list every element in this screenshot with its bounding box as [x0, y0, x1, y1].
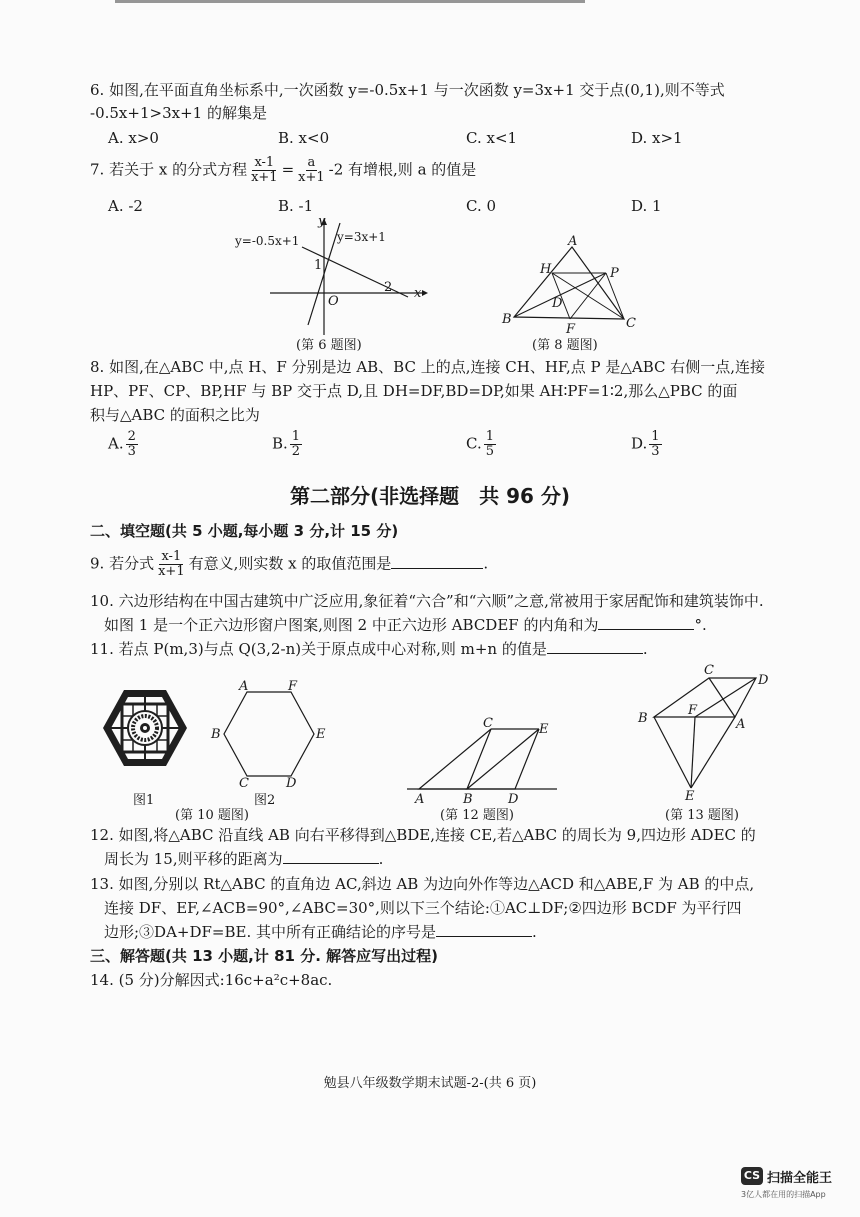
figure-6-graph [230, 215, 430, 345]
fig6-caption: (第 6 题图) [296, 338, 362, 353]
q7-fraction-left: $\frac{x-1}{x+1}$ [251, 155, 278, 185]
fig6-origin-label: O [328, 294, 339, 309]
q6-option-a: A. x>0 [108, 129, 159, 147]
fig10-label-a: A [239, 679, 249, 694]
fig8-point-f: F [566, 322, 576, 337]
camscanner-logo-icon: CS [741, 1167, 763, 1185]
q6-line2: -0.5x+1>3x+1 的解集是 [90, 104, 267, 122]
fig13-label-d: D [758, 673, 769, 688]
fig13-label-b: B [638, 711, 648, 726]
fig13-label-e: E [685, 789, 695, 804]
fig8-point-a: A [568, 234, 578, 249]
fig10-label-c: C [239, 776, 249, 791]
fig10-label-b: B [211, 727, 221, 742]
section-answer-heading: 三、解答题(共 13 小题,计 81 分. 解答应写出过程) [90, 947, 438, 965]
fig10-caption: (第 10 题图) [175, 808, 249, 823]
camscanner-name: 扫描全能王 [767, 1171, 833, 1186]
fig6-label-line1: y=-0.5x+1 [235, 234, 300, 248]
fig6-label-line2: y=3x+1 [337, 230, 386, 244]
fig13-segment-fe [691, 717, 695, 788]
camscanner-watermark [741, 1167, 846, 1212]
q8-line1: 8. 如图,在△ABC 中,点 H、F 分别是边 AB、BC 上的点,连接 CH、HF,点 P 是△ABC 右侧一点,连接 [90, 358, 766, 376]
segment-pf [570, 273, 606, 319]
fig13-segment-fd [695, 678, 756, 717]
fig13-caption: (第 13 题图) [665, 808, 739, 823]
fig10-window-pattern [103, 690, 187, 766]
figure-12 [405, 715, 565, 807]
fig10-hexagon-abcdef [224, 692, 314, 776]
part2-title: 第二部分(非选择题 共 96 分) [289, 484, 571, 508]
q7-prefix: 7. 若关于 x 的分式方程 [90, 160, 248, 179]
fig6-tick-1: 1 [314, 258, 323, 273]
q14-line: 14. (5 分)分解因式:16c+a²c+8ac. [90, 971, 333, 989]
q9-answer-blank[interactable] [391, 554, 483, 569]
q6-option-d: D. x>1 [631, 129, 683, 147]
q13-line3: 边形;③DA+DF=BE. 其中所有正确结论的序号是 . [104, 923, 537, 941]
figure-13 [630, 660, 780, 804]
fig13-label-c: C [704, 663, 714, 678]
figure-8-triangle [500, 235, 640, 335]
q13-line1: 13. 如图,分别以 Rt△ABC 的直角边 AC,斜边 AB 为边向外作等边△ACD 和△ABE,F 为 AB 的中点, [90, 875, 755, 893]
q7-equals: = [281, 160, 295, 179]
q7-suffix: -2 有增根,则 a 的值是 [328, 160, 477, 179]
q12-line1: 12. 如图,将△ABC 沿直线 AB 向右平移得到△BDE,连接 CE,若△ABC 的周长为 9,四边形 ADEC 的 [90, 826, 756, 844]
section-fill-in-heading: 二、填空题(共 5 小题,每小题 3 分,计 15 分) [90, 522, 399, 540]
q8-option-a: A. $\frac{2}{3}$ [108, 429, 136, 459]
page-footer: 勉县八年级数学期末试题-2-(共 6 页) [323, 1076, 537, 1091]
q11-line: 11. 若点 P(m,3)与点 Q(3,2-n)关于原点成中心对称,则 m+n 的值是 . [90, 640, 648, 658]
fig13-segment-be [654, 717, 691, 788]
q8-option-b: B. $\frac{1}{2}$ [272, 429, 301, 459]
q13-answer-blank[interactable] [436, 922, 532, 937]
q6-line1: 6. 如图,在平面直角坐标系中,一次函数 y=-0.5x+1 与一次函数 y=3x+1 交于点(0,1),则不等式 [90, 81, 725, 99]
q7-option-a: A. -2 [108, 197, 143, 215]
q6-option-c: C. x<1 [466, 129, 518, 147]
fig8-point-b: B [502, 312, 512, 327]
q8-option-d: D. $\frac{1}{3}$ [631, 429, 660, 459]
fig12-caption: (第 12 题图) [440, 808, 514, 823]
fig13-label-f: F [688, 703, 698, 718]
q10-line1: 10. 六边形结构在中国古建筑中广泛应用,象征着“六合”和“六顺”之意,常被用于家居配饰和建筑装饰中. [90, 592, 764, 610]
fig12-label-c: C [483, 716, 493, 731]
q11-answer-blank[interactable] [547, 639, 643, 654]
q8-line2: HP、PF、CP、BP,HF 与 BP 交于点 D,且 DH=DF,BD=DP,如果 AH∶PF=1∶2,那么△PBC 的面 [90, 382, 738, 400]
fig8-point-d: D [552, 296, 563, 311]
fig6-y-label: y [318, 214, 326, 229]
fig12-triangle-abc [419, 729, 491, 789]
q12-line2: 周长为 15,则平移的距离为 . [104, 850, 384, 868]
q6-option-b: B. x<0 [278, 129, 330, 147]
q7-fraction-right: $\frac{a}{x+1}$ [298, 155, 325, 185]
fig6-tick-2: 2 [384, 280, 393, 295]
x-axis-arrow [422, 290, 428, 296]
top-edge-line [115, 0, 585, 3]
fig12-label-b: B [463, 792, 473, 807]
q10-line2: 如图 1 是一个正六边形窗户图案,则图 2 中正六边形 ABCDEF 的内角和为 °. [104, 616, 707, 634]
fig10-label-e: E [316, 727, 326, 742]
q7-line [90, 156, 476, 185]
fig8-caption: (第 8 题图) [532, 338, 598, 353]
q13-line2: 连接 DF、EF,∠ACB=90°,∠ABC=30°,则以下三个结论:①AC⊥DF;②四边形 BCDF 为平行四 [104, 899, 742, 917]
q12-answer-blank[interactable] [283, 849, 379, 864]
fig10-label-fig2: 图2 [254, 793, 276, 808]
q9-fraction: $\frac{x-1}{x+1}$ [158, 549, 185, 579]
fig12-label-a: A [415, 792, 425, 807]
fig8-point-h: H [540, 262, 552, 277]
q7-option-d: D. 1 [631, 197, 662, 215]
fig10-label-f: F [288, 679, 298, 694]
fig13-segment-ae [691, 717, 735, 788]
fig12-triangle-bde [467, 729, 539, 789]
fig12-label-e: E [539, 722, 549, 737]
fig12-label-d: D [508, 792, 519, 807]
fig10-label-fig1: 图1 [133, 793, 155, 808]
fig8-point-c: C [626, 316, 636, 331]
fig8-point-p: P [610, 266, 619, 281]
q10-answer-blank[interactable] [598, 615, 694, 630]
q7-option-c: C. 0 [466, 197, 497, 215]
fig13-segment-ca [709, 678, 735, 717]
q9-line: 9. 若分式 $\frac{x-1}{x+1}$ 有意义,则实数 x 的取值范围是 . [90, 549, 489, 579]
fig13-label-a: A [736, 717, 746, 732]
fig6-x-label: x [414, 286, 422, 301]
q7-option-b: B. -1 [278, 197, 314, 215]
camscanner-tagline: 3亿人都在用的扫描App [741, 1190, 826, 1199]
q8-line3: 积与△ABC 的面积之比为 [90, 406, 260, 424]
fig10-label-d: D [286, 776, 297, 791]
q8-option-c: C. $\frac{1}{5}$ [466, 429, 494, 459]
